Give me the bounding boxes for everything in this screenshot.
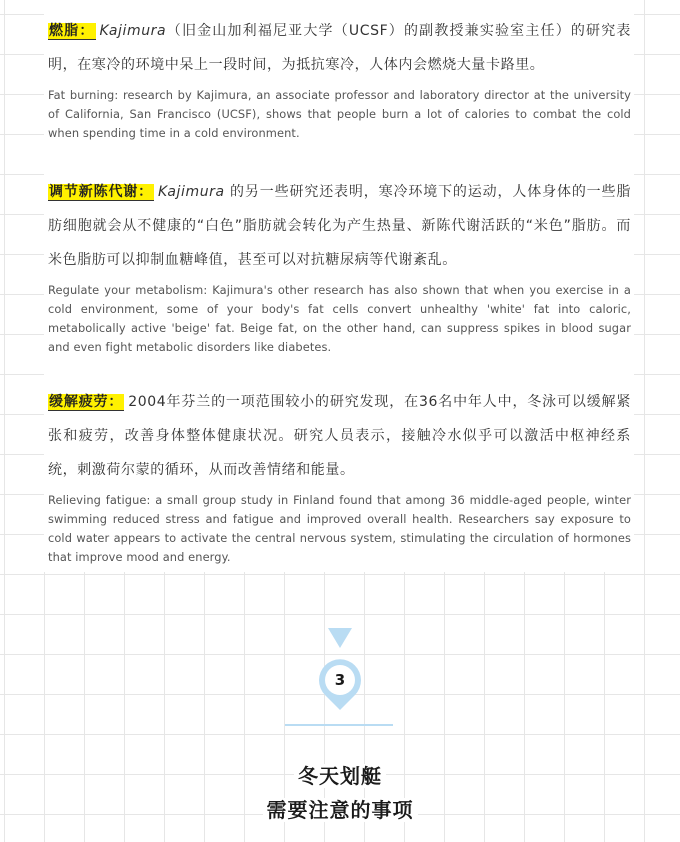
section-zh-body: 的另一些研究还表明，寒冷环境下的运动，人体身体的一些脂肪细胞就会从不健康的“白色”脂肪就会转化为产生热量、新陈代谢活跃的“米色”脂肪。而米色脂肪可以抑制血糖峰值，甚至可以对抗糖尿病等代谢紊乱。 <box>48 184 632 268</box>
section-tag: 调节新陈代谢： <box>49 184 154 200</box>
section-metabolism <box>48 175 631 357</box>
heading-text-2: 需要注意的事项 <box>263 798 418 822</box>
section-en-text: Relieving fatigue: a small group study in Finland found that among 36 middle-aged people, winter swimming reduced stress and fatigue and improved overall health. Researchers say exposure to cold water appears to activate the central nervous system, stimulating the circulation of hormones that improve mood and energy. <box>48 493 631 564</box>
section-heading-line2 <box>0 794 680 823</box>
section-zh-body: 2004年芬兰的一项范围较小的研究发现，在36名中年人中，冬泳可以缓解紧张和疲劳，改善身体整体健康状况。研究人员表示，接触冷水似乎可以激活中枢神经系统，刺激荷尔蒙的循环，从而改善情绪和能量。 <box>48 394 632 478</box>
section-zh-text <box>48 14 631 82</box>
section-en-text: Fat burning: research by Kajimura, an associate professor and laboratory director at the university of California, San Francisco (UCSF), shows that people burn a lot of calories to combat the cold when spending time in a cold environment. <box>48 88 631 140</box>
section-tag: 缓解疲劳： <box>49 394 124 410</box>
researcher-name: Kajimura <box>158 184 225 200</box>
section-heading-line1 <box>0 760 680 789</box>
section-zh-text <box>48 175 631 277</box>
section-tag: 燃脂： <box>49 23 95 39</box>
researcher-name: Kajimura <box>99 23 167 39</box>
section-fatigue <box>48 385 631 567</box>
down-triangle-icon <box>328 628 352 648</box>
section-zh-body: （旧金山加利福尼亚大学（UCSF）的副教授兼实验室主任）的研究表明，在寒冷的环境中呆上一段时间，为抵抗寒冷，人体内会燃烧大量卡路里。 <box>48 23 631 73</box>
section-fat-burning <box>48 14 631 143</box>
divider-rule <box>285 724 393 726</box>
section-zh-text <box>48 385 631 487</box>
section-number: 3 <box>334 671 346 689</box>
heading-text-1: 冬天划艇 <box>294 764 386 788</box>
section-en-text: Regulate your metabolism: Kajimura's other research has also shown that when you exercise in a cold environment, some of your body's fat cells convert unhealthy 'white' fat into caloric, metabolically active 'beige' fat. Beige fat, on the other hand, can suppress spikes in blood sugar and even fight metabolic disorders like diabetes. <box>48 283 631 354</box>
article-body <box>44 0 634 572</box>
